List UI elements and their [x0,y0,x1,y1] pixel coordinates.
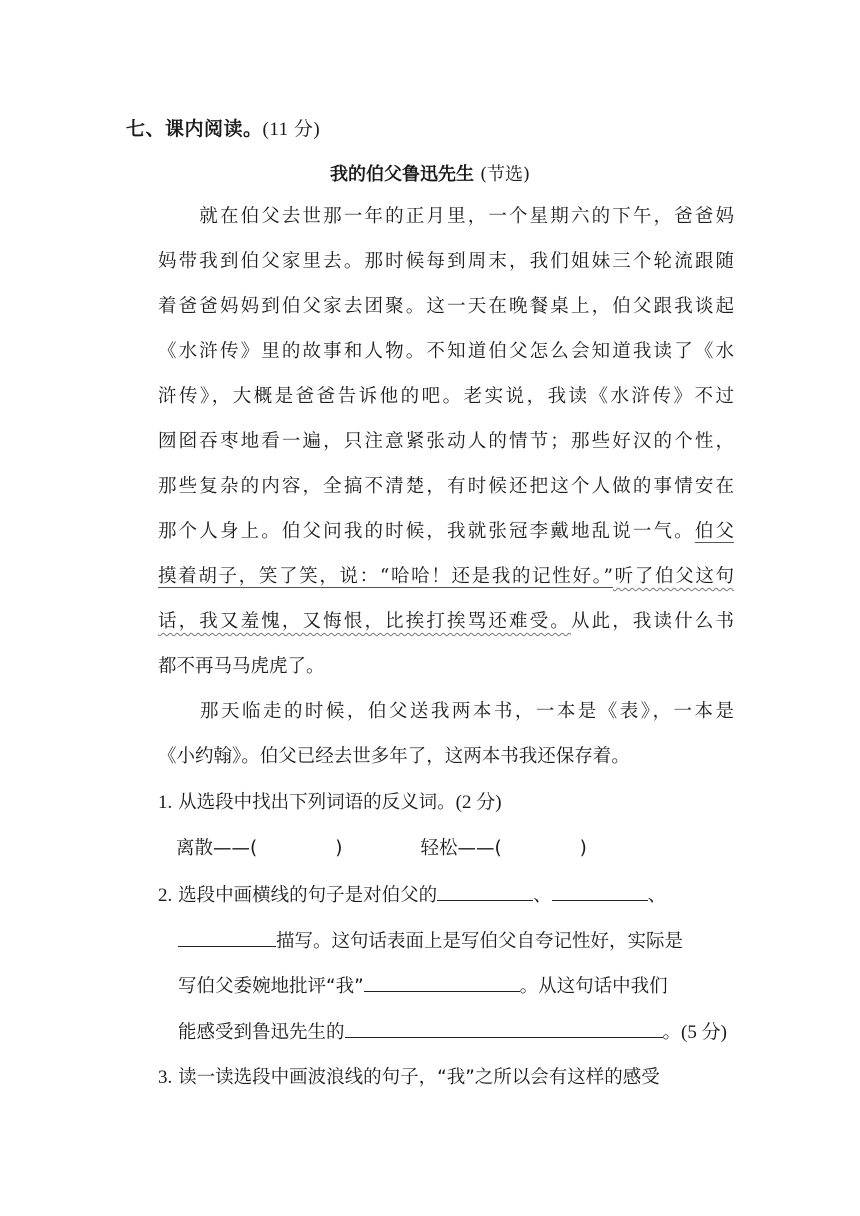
question-number: 2. [158,885,173,906]
article-line [158,562,734,592]
question-points: (5 分) [681,1022,727,1043]
underlined-sentence-start: 伯父 [694,521,734,542]
question-text: 能感受到鲁迅先生的 [178,1022,345,1043]
question-1-answers [176,834,587,864]
answer-blank[interactable] [345,1017,663,1038]
answer-blank[interactable] [178,926,276,947]
question-2-line-2 [178,926,683,956]
answer-blank[interactable] [437,880,533,901]
separator: 、 [647,885,667,906]
question-number: 1. [158,792,173,813]
article-text: 从此，我读什么书 [570,611,734,632]
article-line: 囫囵吞枣地看一遍，只注意紧张动人的情节；那些好汉的个性， [158,431,734,452]
separator: 、 [533,885,552,906]
answer-blank[interactable] [552,880,648,901]
article-line: 《小约翰》。伯父已经去世多年了，这两本书我还保存着。 [158,746,630,767]
article-line: 妈带我到伯父家里去。那时候每到周末，我们姐妹三个轮流跟随 [158,251,734,272]
question-number: 3. [158,1067,173,1088]
article-line: 《水浒传》里的故事和人物。不知道伯父怎么会知道我读了《水 [158,341,734,362]
wavy-sentence-start: 听了伯父这句 [612,566,734,587]
question-1 [158,788,502,818]
antonym-item-close: ) [335,838,343,859]
article-heading [0,160,860,186]
article-line: 就在伯父去世那一年的正月里，一个星期六的下午，爸爸妈 [158,206,734,227]
wavy-sentence-end: 话，我又羞愧，又悔恨，比挨打挨骂还难受。 [158,611,571,632]
question-text: 选段中画横线的句子是对伯父的 [178,885,438,906]
section-heading [126,114,320,141]
question-3 [158,1063,660,1093]
article-line: 那天临走的时候，伯父送我两本书，一本是《表》，一本是 [158,701,734,722]
article-line: 都不再马马虎虎了。 [158,656,325,677]
question-text: 。从这句话中我们 [519,976,668,997]
question-2-line-4 [178,1017,727,1047]
answer-blank[interactable] [364,971,520,992]
article-title: 我的伯父鲁迅先生 [329,164,474,185]
article-line [158,607,734,637]
question-text: 写伯父委婉地批评“我” [178,976,364,997]
section-points: (11 分) [262,119,321,140]
question-2-line-3 [178,971,668,1001]
article-line: 着爸爸妈妈到伯父家去团聚。这一天在晚餐桌上，伯父跟我谈起 [158,296,734,317]
antonym-item-label: 离散——( [176,838,258,859]
antonym-item-close: ) [579,838,587,859]
question-2 [158,880,666,910]
antonym-item-label: 轻松——( [420,838,502,859]
question-text: 。 [662,1022,682,1043]
underlined-sentence-end: 摸着胡子，笑了笑，说：“哈哈！还是我的记性好。” [158,566,613,587]
article-note: (节选) [479,164,531,185]
article-text: 那个人身上。伯父问我的时候，我就张冠李戴地乱说一气。 [158,521,695,542]
question-text: 描写。这句话表面上是写伯父自夸记性好，实际是 [276,931,684,952]
article-line: 浒传》，大概是爸爸告诉他的吧。老实说，我读《水浒传》不过 [158,386,734,407]
question-points: (2 分) [455,792,502,813]
article-line [158,517,734,547]
question-text: 读一读选段中画波浪线的句子，“我”之所以会有这样的感受 [178,1067,660,1088]
article-line: 那些复杂的内容，全搞不清楚，有时候还把这个人做的事情安在 [158,476,734,497]
question-text: 从选段中找出下列词语的反义词。 [178,792,456,813]
section-title: 七、课内阅读。 [126,118,263,140]
